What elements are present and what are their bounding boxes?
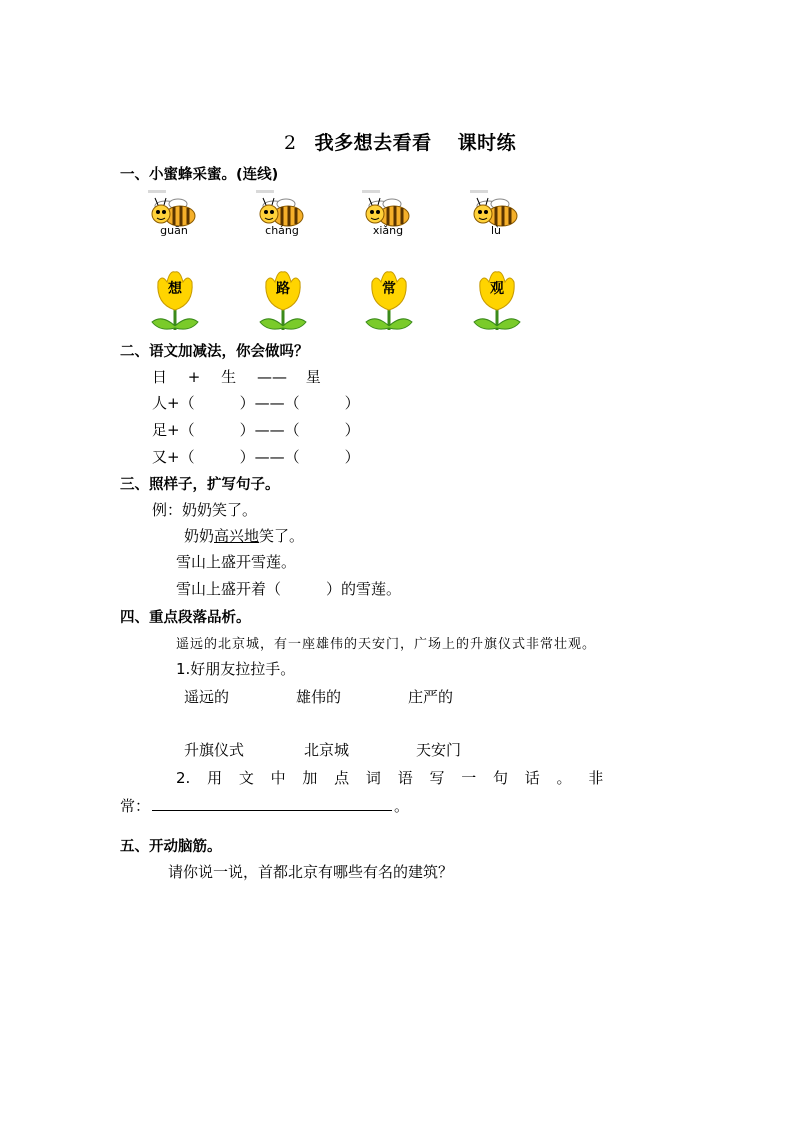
- bee-pinyin: cháng: [265, 224, 299, 237]
- passage-text: 遥远的北京城，有一座雄伟的天安门，广场上的升旗仪式非常壮观。: [176, 637, 597, 652]
- match-left-item[interactable]: 雄伟的: [296, 688, 342, 706]
- bee-pinyin: xiǎng: [372, 224, 404, 237]
- flower-card: [258, 270, 308, 336]
- example-label: 例：奶奶笑了。: [152, 501, 258, 519]
- flower-char: 观: [490, 281, 504, 297]
- match-left-item[interactable]: 遥远的: [184, 688, 230, 706]
- flower-char: 想: [168, 281, 182, 297]
- section-4-heading: 四、重点段落品析。: [120, 610, 251, 626]
- bee-card: [360, 190, 416, 237]
- answer-blank[interactable]: [152, 796, 392, 811]
- match-left-item[interactable]: 庄严的: [408, 688, 454, 706]
- question-text: 请你说一说，首都北京有哪些有名的建筑？: [168, 863, 454, 881]
- match-right-item[interactable]: 北京城: [304, 741, 350, 759]
- answer-prefix: 常：: [120, 797, 151, 815]
- bee-card: [468, 190, 524, 237]
- equation-row[interactable]: 人+（ ）——（ ）: [152, 394, 360, 412]
- bee-card: [146, 190, 202, 237]
- bee-card: [254, 190, 310, 237]
- equation-row[interactable]: 足+（ ）——（ ）: [152, 421, 360, 439]
- flower-char: 常: [382, 281, 396, 297]
- match-right-item[interactable]: 天安门: [416, 741, 462, 759]
- flower-card: [364, 270, 414, 336]
- flower-card: [472, 270, 522, 336]
- match-right-item[interactable]: 升旗仪式: [184, 741, 245, 759]
- section-5-heading: 五、开动脑筋。: [120, 839, 222, 855]
- fill-sentence[interactable]: 雪山上盛开着（ ）的雪莲。: [176, 580, 402, 598]
- answer-period: 。: [394, 797, 410, 815]
- section-2-heading: 二、语文加减法，你会做吗？: [120, 344, 309, 360]
- bee-pinyin: guān: [160, 224, 188, 237]
- page-title: 2 我多想去看看 课时练: [284, 132, 517, 154]
- flower-char: 路: [276, 281, 290, 297]
- question-1: 1.好朋友拉拉手。: [176, 660, 296, 678]
- equation-row[interactable]: 又+（ ）——（ ）: [152, 448, 360, 466]
- flower-card: [150, 270, 200, 336]
- bee-pinyin: lù: [490, 224, 502, 237]
- example-answer: 奶奶高兴地笑了。: [184, 527, 305, 545]
- section-1-heading: 一、小蜜蜂采蜜。(连线): [120, 167, 279, 183]
- example-equation: 日 + 生 —— 星: [152, 368, 321, 386]
- question-sentence: 雪山上盛开雪莲。: [176, 553, 297, 571]
- question-2: 2. 用 文 中 加 点 词 语 写 一 句 话 。 非: [176, 769, 604, 787]
- section-3-heading: 三、照样子，扩写句子。: [120, 477, 280, 493]
